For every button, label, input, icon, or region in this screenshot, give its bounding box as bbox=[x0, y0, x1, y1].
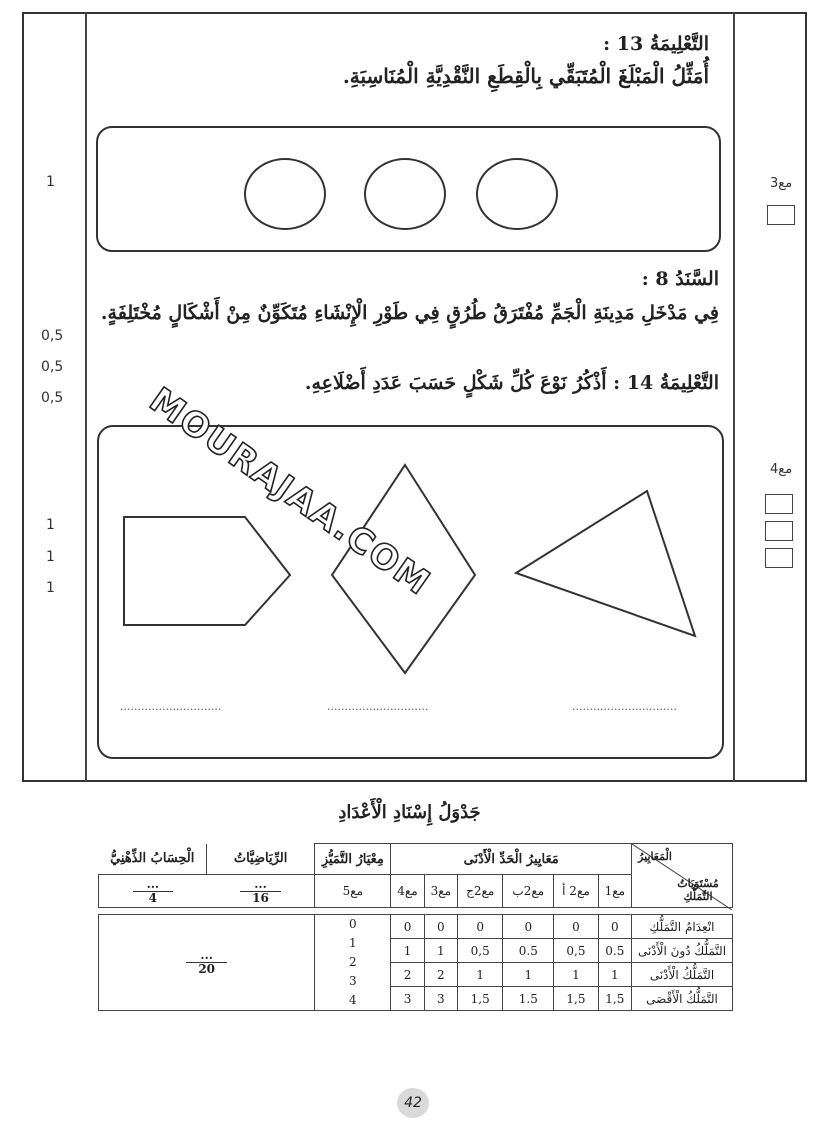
level-value: 1 bbox=[458, 963, 503, 987]
sub-header: مع2ج bbox=[458, 875, 503, 908]
level-value: 1 bbox=[554, 963, 598, 987]
criterion-checkbox[interactable] bbox=[765, 548, 793, 568]
instruction-13-text: أُمَثِّلُ الْمَبْلَغَ الْمُتَبَقِّي بِالْقِطَعِ النَّقْدِيَّةِ الْمُنَاسِبَةِ. bbox=[342, 64, 709, 88]
coin-circle[interactable] bbox=[364, 158, 446, 230]
pentagon-shape bbox=[124, 517, 290, 625]
score-value: 1 bbox=[46, 517, 55, 533]
level-value: 2 bbox=[391, 963, 424, 987]
level-value: 1,5 bbox=[598, 987, 631, 1011]
score-value: 1 bbox=[46, 580, 55, 596]
excellence-value: 4 bbox=[349, 993, 357, 1007]
grading-table bbox=[98, 843, 733, 1011]
math-score-num: ... bbox=[240, 878, 281, 892]
excellence-value: 1 bbox=[349, 936, 357, 950]
right-margin-line bbox=[733, 12, 735, 782]
excellence-value: 0 bbox=[349, 917, 357, 931]
level-value: 0 bbox=[554, 915, 598, 939]
level-value: 0,5 bbox=[458, 939, 503, 963]
sub-header: مع5 bbox=[315, 875, 391, 908]
instruction-14-label: التَّعْلِيمَةُ 14 : bbox=[613, 372, 719, 394]
score-value: 1 bbox=[46, 174, 55, 190]
coin-circle[interactable] bbox=[244, 158, 326, 230]
score-value: 0,5 bbox=[41, 390, 64, 406]
level-value: 1 bbox=[503, 963, 554, 987]
level-label: انْعِدَامُ التَّمَلُّكِ bbox=[632, 915, 733, 939]
sub-header: مع4 bbox=[391, 875, 424, 908]
sub-header: مع2ب bbox=[503, 875, 554, 908]
level-value: 0 bbox=[458, 915, 503, 939]
excellence-value: 3 bbox=[349, 974, 357, 988]
mental-score bbox=[99, 878, 207, 905]
total-score-den: 20 bbox=[198, 962, 216, 976]
level-value: 1 bbox=[424, 939, 457, 963]
corner-bottom-label: مُسْتَوَيَاتُ التَّمَلُّكِ bbox=[677, 877, 719, 903]
level-value: 1.5 bbox=[503, 987, 554, 1011]
watermark: MOURAJAA.COM bbox=[142, 380, 439, 604]
corner-cell bbox=[632, 844, 733, 908]
math-score bbox=[207, 878, 315, 905]
level-value: 0 bbox=[424, 915, 457, 939]
level-label: التَّمَلُّكُ دُونَ الْأَدْنَى bbox=[632, 939, 733, 963]
level-value: 0.5 bbox=[503, 939, 554, 963]
instruction-14-text: أَذْكُرُ نَوْعَ كُلِّ شَكْلٍ حَسَبَ عَدَدِ أَضْلَاعِهِ. bbox=[304, 372, 607, 394]
total-score-num: ... bbox=[186, 949, 227, 963]
corner-top-label: الْمَعَايِيرُ bbox=[638, 850, 672, 863]
answer-line-3[interactable]: .............................. bbox=[572, 700, 677, 713]
level-value: 3 bbox=[424, 987, 457, 1011]
criterion-label: مع4 bbox=[770, 462, 793, 477]
score-value: 0,5 bbox=[41, 359, 64, 375]
min-criteria-header: مَعَايِيرُ الْحَدِّ الْأَدْنَى bbox=[391, 844, 632, 875]
sub-header: مع2 أ bbox=[554, 875, 598, 908]
subject-fractions bbox=[99, 875, 315, 908]
subject-headers bbox=[99, 844, 315, 875]
support-8-text: فِي مَدْخَلِ مَدِينَةِ الْجَمِّ مُفْتَرَقُ طُرُقٍ فِي طَوْرِ الْإِنْشَاءِ مُتَكَوِّنٌ مِنْ أَشْكَالٍ مُخْتَلِفَةٍ. bbox=[100, 302, 719, 324]
level-label: التَّمَلُّكُ الْأَقْصَى bbox=[632, 987, 733, 1011]
level-value: 0,5 bbox=[554, 939, 598, 963]
criterion-checkbox[interactable] bbox=[765, 494, 793, 514]
grading-table-title: جَدْوَلُ إِسْنَادِ الْأَعْدَادِ bbox=[338, 802, 481, 823]
instruction-13-title: التَّعْلِيمَةُ 13 : bbox=[603, 33, 709, 55]
level-value: 0.5 bbox=[598, 939, 631, 963]
excellence-header: مِعْيَارُ التَّمَيُّزِ bbox=[315, 844, 391, 875]
score-value: 0,5 bbox=[41, 328, 64, 344]
level-value: 0 bbox=[391, 915, 424, 939]
level-value: 0 bbox=[503, 915, 554, 939]
level-value: 1,5 bbox=[554, 987, 598, 1011]
level-value: 2 bbox=[424, 963, 457, 987]
criterion-label: مع3 bbox=[770, 176, 793, 191]
instruction-14-title bbox=[305, 372, 719, 394]
answer-line-2[interactable]: ............................. bbox=[327, 700, 429, 713]
math-score-den: 16 bbox=[252, 890, 269, 905]
criterion-checkbox[interactable] bbox=[765, 521, 793, 541]
left-margin-line bbox=[85, 12, 87, 782]
mental-score-den: 4 bbox=[148, 890, 158, 905]
support-8-title: السَّنَدُ 8 : bbox=[641, 268, 719, 290]
coin-circle[interactable] bbox=[476, 158, 558, 230]
score-value: 1 bbox=[46, 549, 55, 565]
math-header: الرِّيَاضِيَّاتُ bbox=[206, 844, 314, 874]
total-score bbox=[99, 915, 315, 1011]
answer-line-1[interactable]: ............................. bbox=[120, 700, 222, 713]
level-value: 1 bbox=[391, 939, 424, 963]
level-value: 1,5 bbox=[458, 987, 503, 1011]
level-label: التَّمَلُّكُ الْأَدْنَى bbox=[632, 963, 733, 987]
level-value: 3 bbox=[391, 987, 424, 1011]
mental-header: الْحِسَابُ الذِّهْنِيُّ bbox=[110, 850, 195, 866]
level-value: 1 bbox=[598, 963, 631, 987]
triangle-shape bbox=[516, 491, 695, 636]
excellence-value: 2 bbox=[349, 955, 357, 969]
sub-header: مع3 bbox=[424, 875, 457, 908]
criterion-checkbox[interactable] bbox=[767, 205, 795, 225]
excellence-values bbox=[315, 915, 391, 1011]
sub-header: مع1 bbox=[598, 875, 631, 908]
mental-score-num: ... bbox=[133, 878, 174, 892]
level-value: 0 bbox=[598, 915, 631, 939]
page-number: 42 bbox=[397, 1088, 429, 1118]
